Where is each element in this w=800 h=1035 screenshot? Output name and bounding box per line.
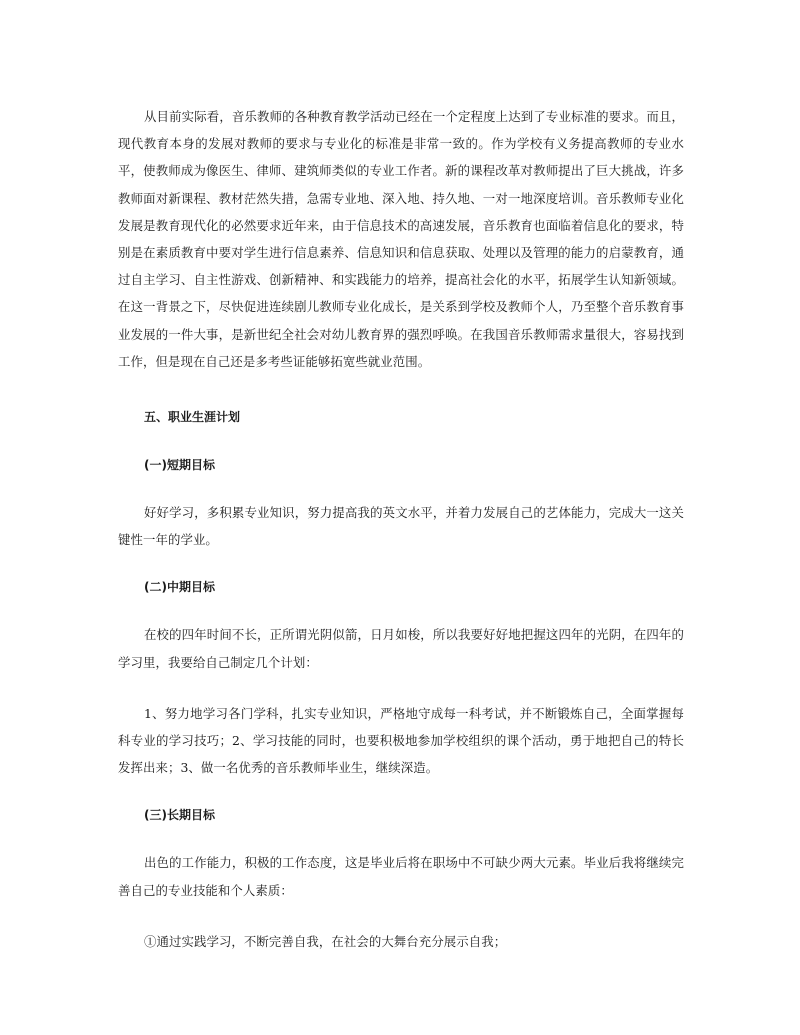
mid-term-plans-paragraph: 1、努力地学习各门学科，扎实专业知识，严格地守成每一科考试，并不断锻炼自己，全面掌握每科专业的学习技巧；2、学习技能的同时，也要积极地参加学校组织的课个活动，勇于地把自己的特长发挥出来；3、做一名优秀的音乐教师毕业生，继续深造。 xyxy=(118,705,684,776)
long-term-item-1: ①通过实践学习，不断完善自我，在社会的大舞台充分展示自我； xyxy=(144,933,507,949)
mid-term-paragraph: 在校的四年时间不长，正所谓光阴似箭，日月如梭，所以我要好好地把握这四年的光阴，在四年的学习里，我要给自己制定几个计划： xyxy=(118,627,684,670)
intro-paragraph: 从目前实际看，音乐教师的各种教育教学活动已经在一个定程度上达到了专业标准的要求。而且，现代教育本身的发展对教师的要求与专业化的标准是非常一致的。作为学校有义务提高教师的专业水平，使教师成为像医生、律师、建筑师类似的专业工作者。新的课程改革对教师提出了巨大挑战，许多教师面对新课程、教材茫然失措，急需专业地、深入地、持久地、一对一地深度培训。音乐教师专业化发展是教育现代化的必然要求近年来，由于信息技术的高速发展，音乐教育也面临着信息化的要求，特别是在素质教育中要对学生进行信息素养、信息知识和信息获取、处理以及管理的能力的启蒙教育，通过自主学习、自主性游戏、创新精神、和实践能力的培养，提高社会化的水平，拓展学生认知新领域。在这一背景之下，尽快促进连续剧儿教师专业化成长，是关系到学校及教师个人，乃至整个音乐教育事业发展的一件大事，是新世纪全社会对幼儿教育界的强烈呼唤。在我国音乐教师需求量很大，容易找到工作，但是现在自己还是多考些证能够拓宽些就业范围。 xyxy=(118,109,684,369)
subheading-short-term: (一)短期目标 xyxy=(144,458,215,473)
document-page xyxy=(118,103,684,955)
long-term-paragraph: 出色的工作能力，积极的工作态度，这是毕业后将在职场中不可缺少两大元素。毕业后我将继续完善自己的专业技能和个人素质： xyxy=(118,855,684,898)
subheading-long-term: (三)长期目标 xyxy=(144,808,215,823)
subheading-mid-term: (二)中期目标 xyxy=(144,580,215,595)
short-term-paragraph: 好好学习，多积累专业知识，努力提高我的英文水平，并着力发展自己的艺体能力，完成大一这关键性一年的学业。 xyxy=(118,505,684,548)
section-heading-career-plan: 五、职业生涯计划 xyxy=(144,410,241,425)
